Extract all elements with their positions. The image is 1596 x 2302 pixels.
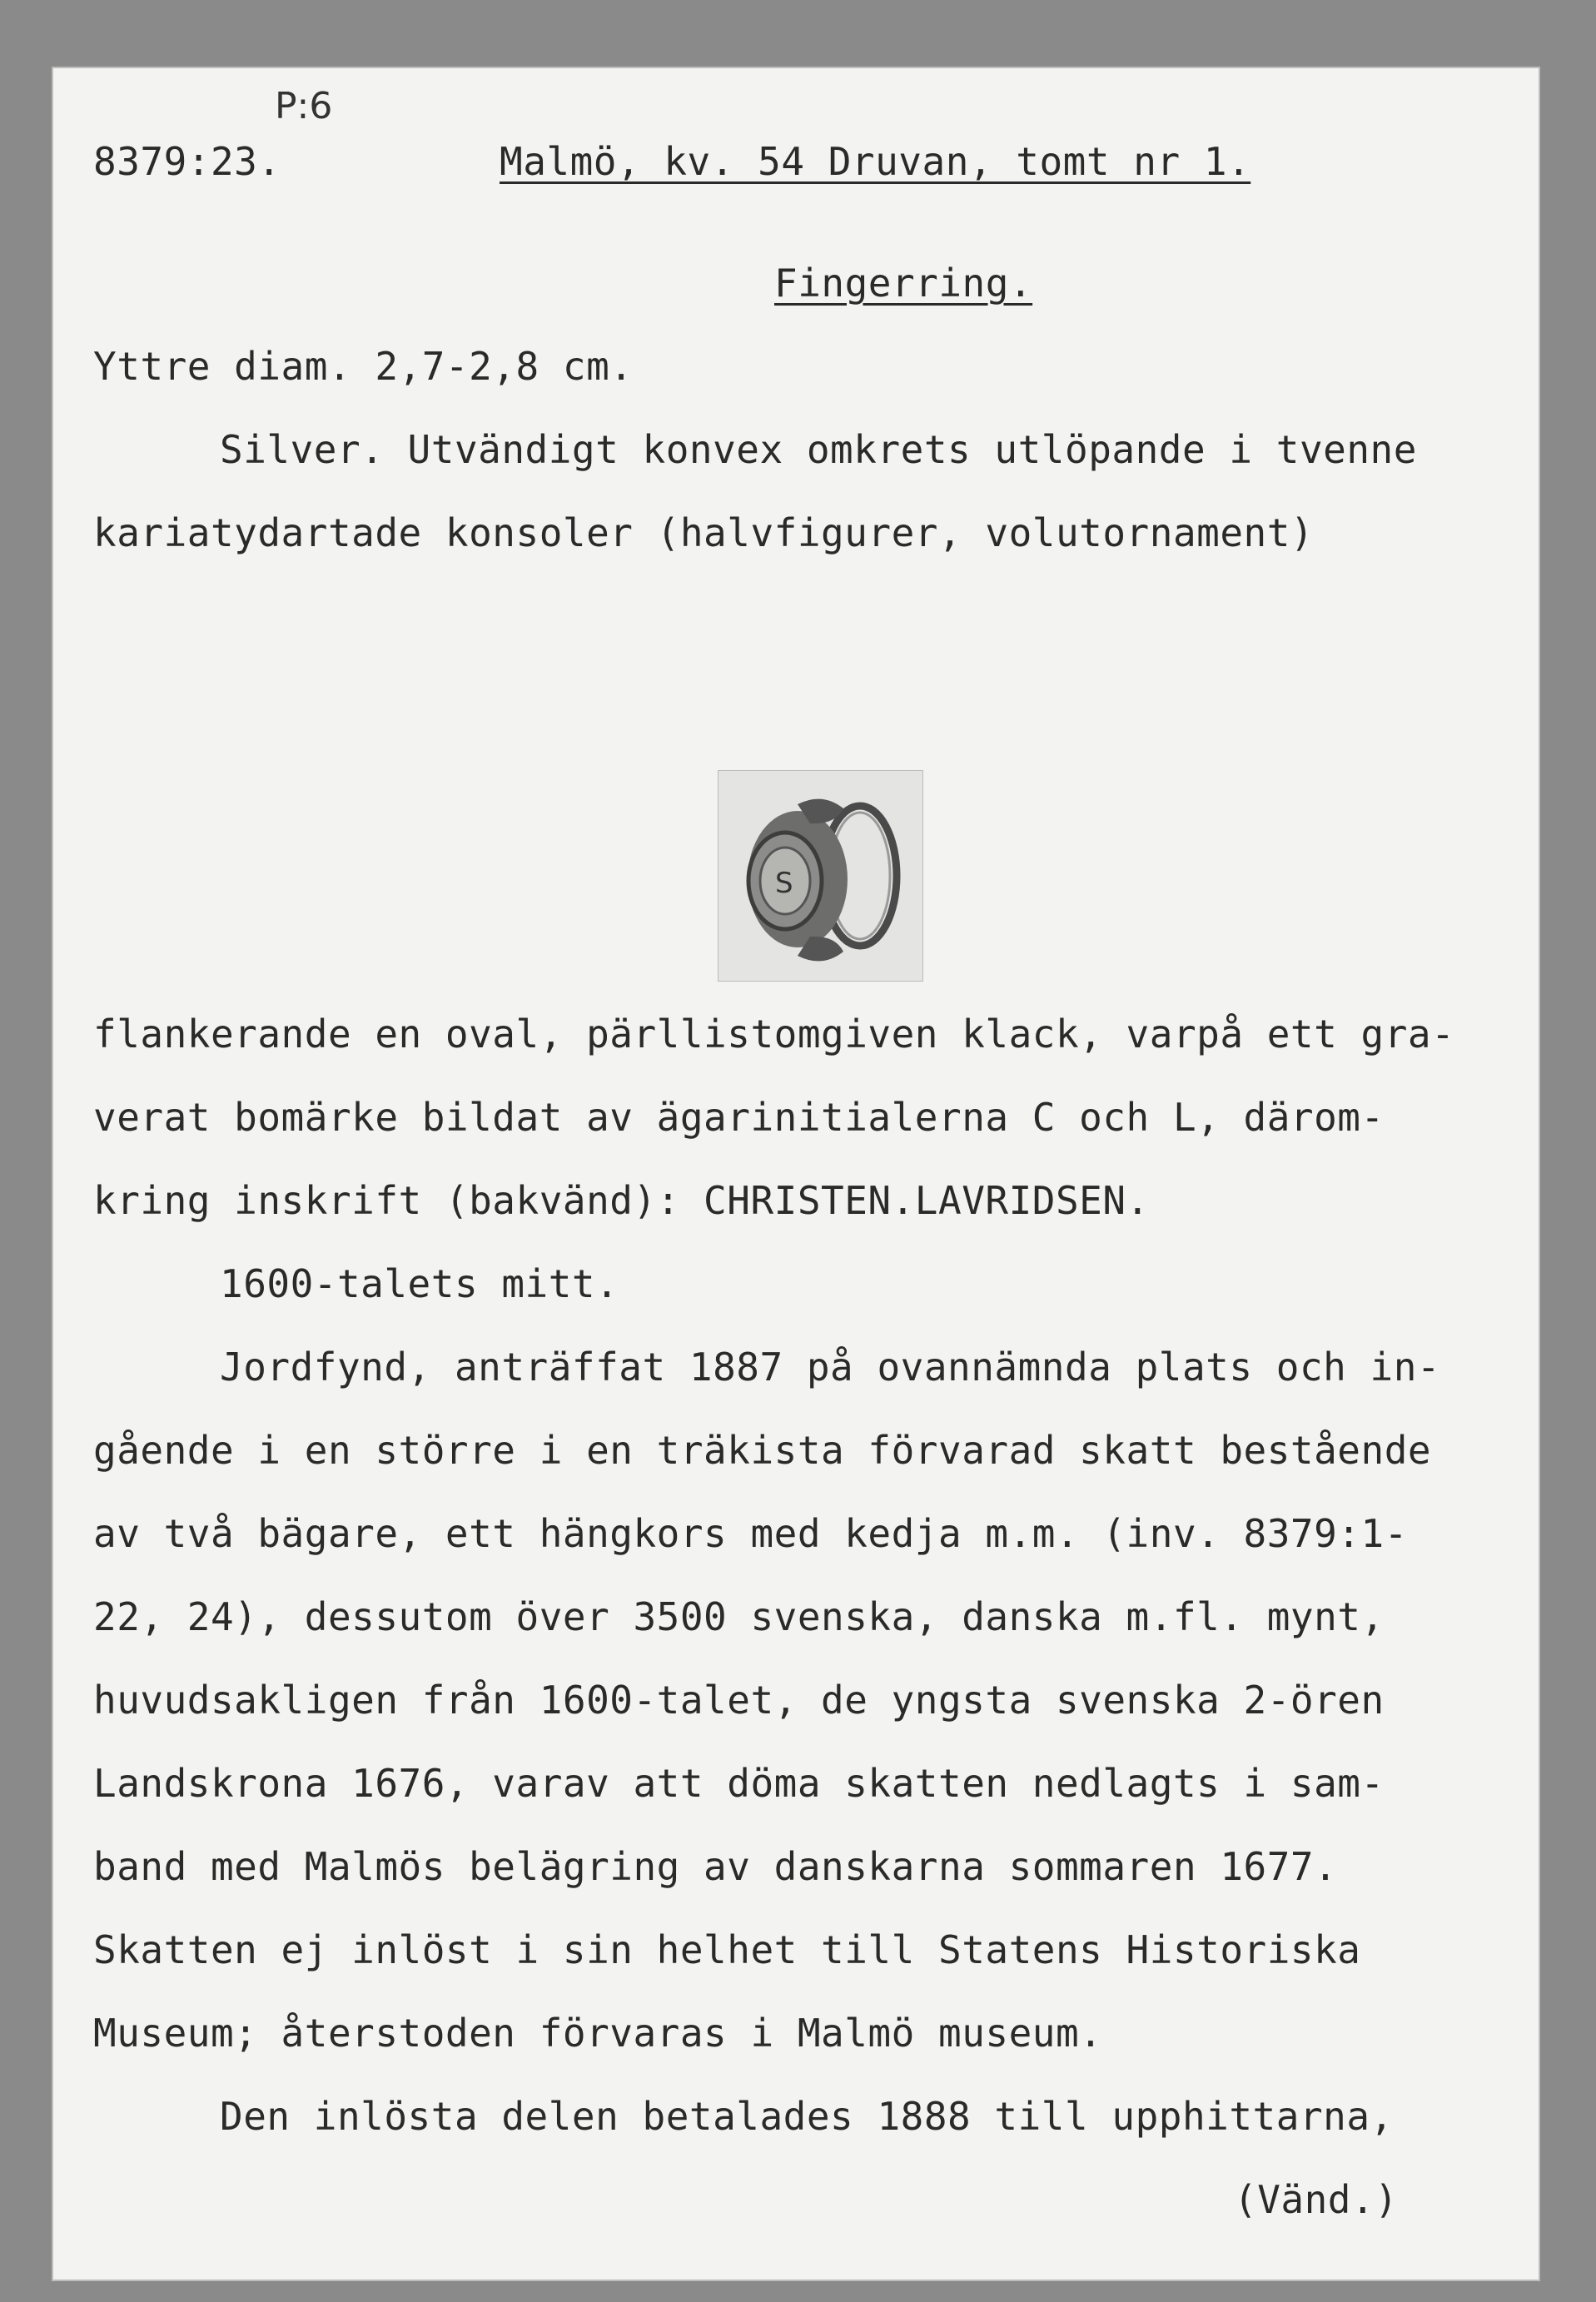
ring-image (718, 771, 922, 981)
text-line: Landskrona 1676, varav att döma skatten nedlagts i sam- (93, 1761, 1385, 1806)
text-line: Skatten ej inlöst i sin helhet till Statens Historiska (93, 1927, 1361, 1972)
text-line: Jordfynd, anträffat 1887 på ovannämnda plats och in- (220, 1345, 1441, 1390)
svg-text:S: S (775, 867, 793, 900)
text-line: Yttre diam. 2,7-2,8 cm. (93, 344, 634, 389)
ring-photo (718, 770, 923, 982)
text-line: band med Malmös belägring av danskarna sommaren 1677. (93, 1844, 1338, 1889)
text-line: Museum; återstoden förvaras i Malmö museum. (93, 2011, 1103, 2056)
text-line: gående i en större i en träkista förvarad skatt bestående (93, 1428, 1432, 1473)
text-line: huvudsakligen från 1600-talet, de yngsta svenska 2-ören (93, 1678, 1385, 1723)
text-line: flankerande en oval, pärllistomgiven klack, varpå ett gra- (93, 1012, 1455, 1057)
text-line: av två bägare, ett hängkors med kedja m.m. (inv. 8379:1- (93, 1511, 1408, 1556)
text-line: 22, 24), dessutom över 3500 svenska, danska m.fl. mynt, (93, 1594, 1385, 1639)
text-line: kariatydartade konsoler (halvfigurer, volutornament) (93, 510, 1315, 555)
location-heading: Malmö, kv. 54 Druvan, tomt nr 1. (500, 139, 1251, 184)
catalog-card (52, 67, 1540, 2281)
text-line: Den inlösta delen betalades 1888 till upphittarna, (220, 2094, 1394, 2139)
text-line: kring inskrift (bakvänd): CHRISTEN.LAVRIDSEN. (93, 1178, 1150, 1223)
handwritten-note: P:6 (275, 85, 333, 127)
turn-over-note: (Vänd.) (1234, 2177, 1399, 2222)
text-line: verat bomärke bildat av ägarinitialerna C och L, därom- (93, 1095, 1385, 1140)
inventory-number: 8379:23. (93, 139, 281, 184)
text-line: Silver. Utvändigt konvex omkrets utlöpande i tvenne (220, 427, 1417, 472)
text-line: 1600-talets mitt. (220, 1261, 619, 1306)
object-title: Fingerring. (774, 261, 1033, 306)
